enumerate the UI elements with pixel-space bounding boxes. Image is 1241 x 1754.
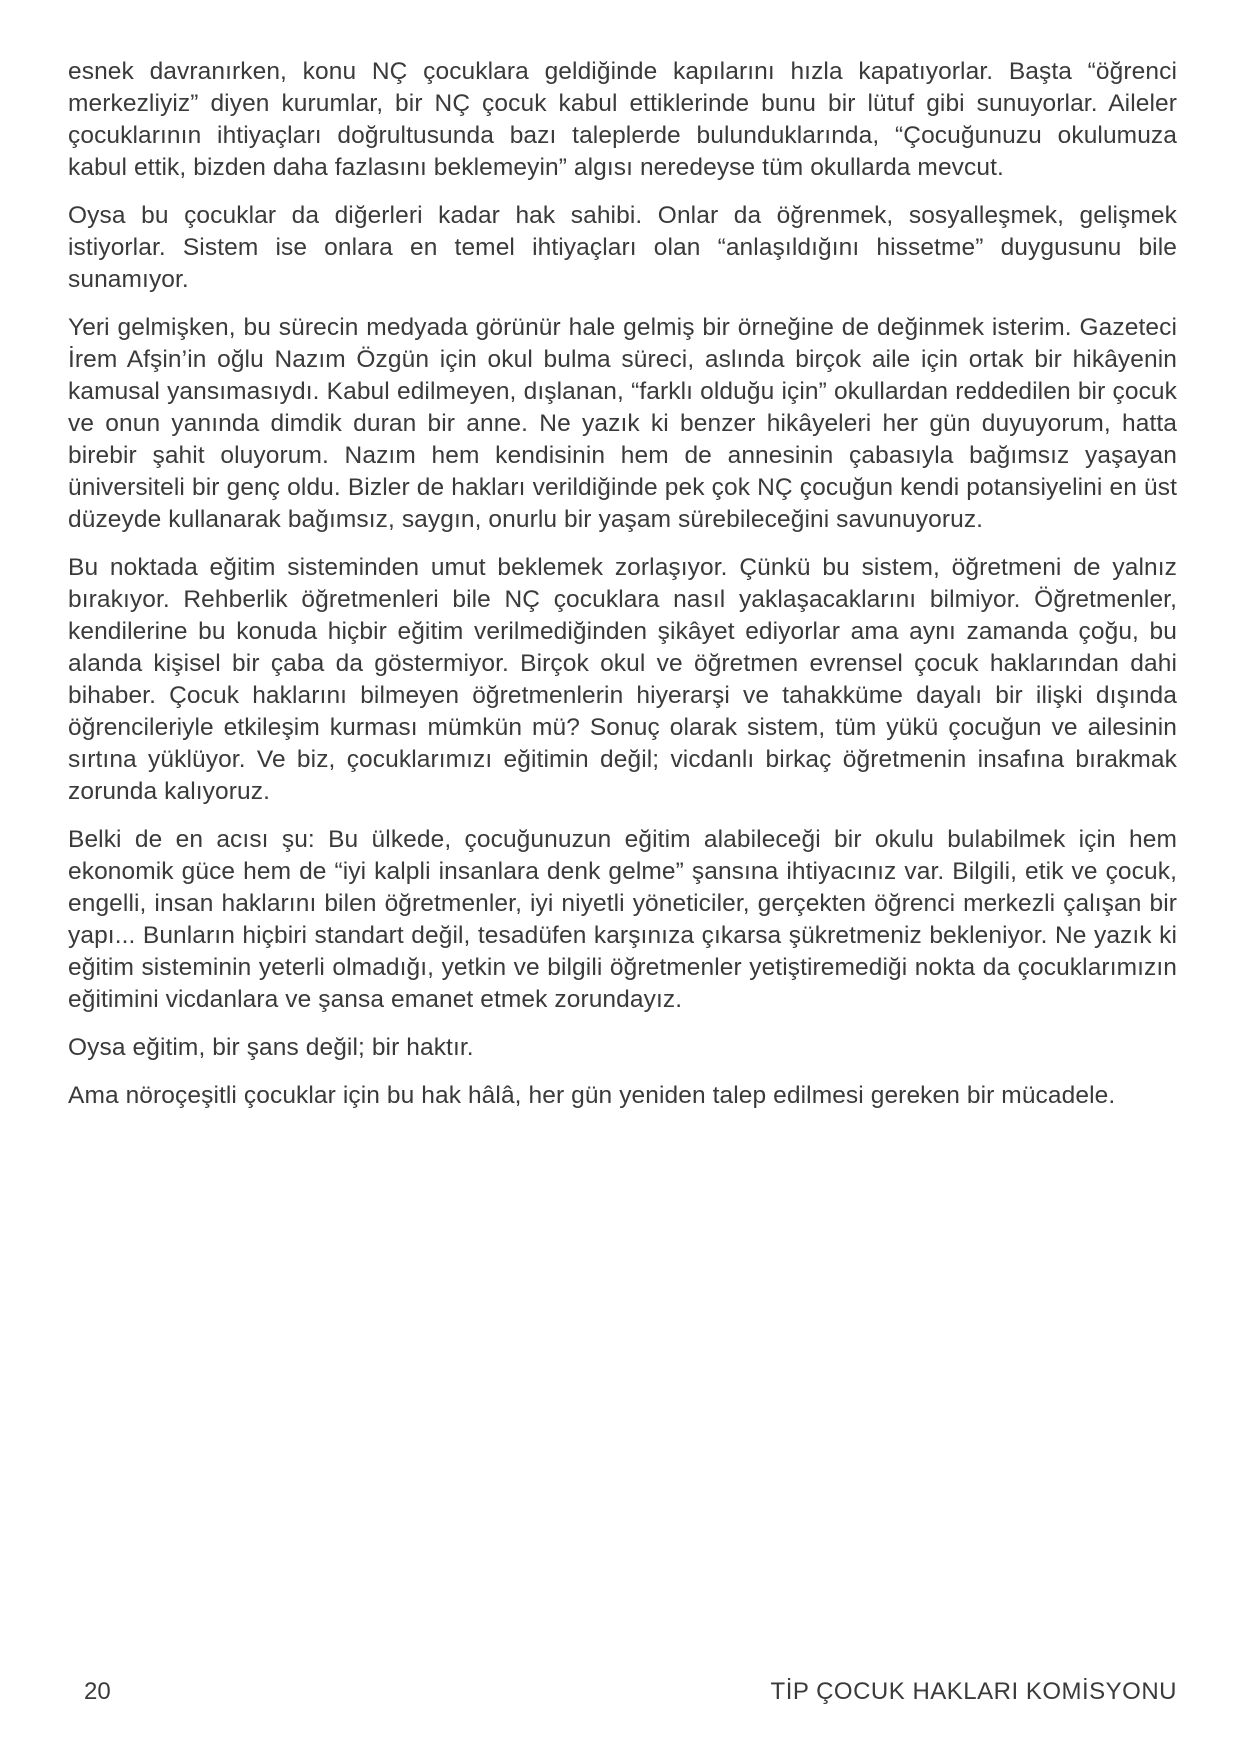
paragraph-5: Belki de en acısı şu: Bu ülkede, çocuğunuzun eğitim alabileceği bir okulu bulabilmek için hem ekonomik güce hem de “iyi kalpli insanlara denk gelme” şansına ihtiyacınız var. Bilgili, etik ve çocuk, engelli, insan haklarını bilen öğretmenler, iyi niyetli yöneticiler, gerçekten öğrenci merkezli çalışan bir yapı... Bunların hiçbiri standart değil, tesadüfen karşınıza çıkarsa şükretmeniz bekleniyor. Ne yazık ki eğitim sisteminin yeterli olmadığı, yetkin ve bilgili öğretmenler yetiştiremediği nokta da çocuklarımızın eğitimini vicdanlara ve şansa emanet etmek zorundayız. [68, 826, 1177, 1013]
paragraph-4: Bu noktada eğitim sisteminden umut beklemek zorlaşıyor. Çünkü bu sistem, öğretmeni de yalnız bırakıyor. Rehberlik öğretmenleri bile NÇ çocuklara nasıl yaklaşacaklarını bilmiyor. Öğretmenler, kendilerine bu konuda hiçbir eğitim verilmediğinden şikâyet ediyorlar ama aynı zamanda çoğu, bu alanda kişisel bir çaba da göstermiyor. Birçok okul ve öğretmen evrensel çocuk haklarından dahi bihaber. Çocuk haklarını bilmeyen öğretmenlerin hiyerarşi ve tahakküme dayalı bir ilişki dışında öğrencileriyle etkileşim kurması mümkün mü? Sonuç olarak sistem, tüm yükü çocuğun ve ailesinin sırtına yüklüyor. Ve biz, çocuklarımızı eğitimin değil; vicdanlı birkaç öğretmenin insafına bırakmak zorunda kalıyoruz. [68, 554, 1177, 805]
page-number: 20 [84, 1678, 111, 1705]
paragraph-7: Ama nöroçeşitli çocuklar için bu hak hâlâ, her gün yeniden talep edilmesi gereken bir mücadele. [68, 1082, 1116, 1109]
paragraph-2: Oysa bu çocuklar da diğerleri kadar hak sahibi. Onlar da öğrenmek, sosyalleşmek, gelişmek istiyorlar. Sistem ise onlara en temel ihtiyaçları olan “anlaşıldığını hissetme” duygusunu bile sunamıyor. [68, 202, 1177, 293]
page-footer [68, 1678, 1177, 1706]
footer-committee-title: TİP ÇOCUK HAKLARI KOMİSYONU [770, 1678, 1177, 1705]
paragraph-1: esnek davranırken, konu NÇ çocuklara geldiğinde kapılarını hızla kapatıyorlar. Başta “öğrenci merkezliyiz” diyen kurumlar, bir NÇ çocuk kabul ettiklerinde bunu bir lütuf gibi sunuyorlar. Aileler çocuklarının ihtiyaçları doğrultusunda bazı taleplerde bulunduklarında, “Çocuğunuzu okulumuza kabul ettik, bizden daha fazlasını beklemeyin” algısı neredeyse tüm okullarda mevcut. [68, 58, 1177, 181]
paragraph-3: Yeri gelmişken, bu sürecin medyada görünür hale gelmiş bir örneğine de değinmek isterim. Gazeteci İrem Afşin’in oğlu Nazım Özgün için okul bulma süreci, aslında birçok aile için ortak bir hikâyenin kamusal yansımasıydı. Kabul edilmeyen, dışlanan, “farklı olduğu için” okullardan reddedilen bir çocuk ve onun yanında dimdik duran bir anne. Ne yazık ki benzer hikâyeleri her gün duyuyorum, hatta birebir şahit oluyorum. Nazım hem kendisinin hem de annesinin çabasıyla bağımsız yaşayan üniversiteli bir genç oldu. Bizler de hakları verildiğinde pek çok NÇ çocuğun kendi potansiyelini en üst düzeyde kullanarak bağımsız, saygın, onurlu bir yaşam sürebileceğini savunuyoruz. [68, 314, 1177, 533]
body-text [68, 56, 1177, 1128]
paragraph-6: Oysa eğitim, bir şans değil; bir haktır. [68, 1034, 474, 1061]
